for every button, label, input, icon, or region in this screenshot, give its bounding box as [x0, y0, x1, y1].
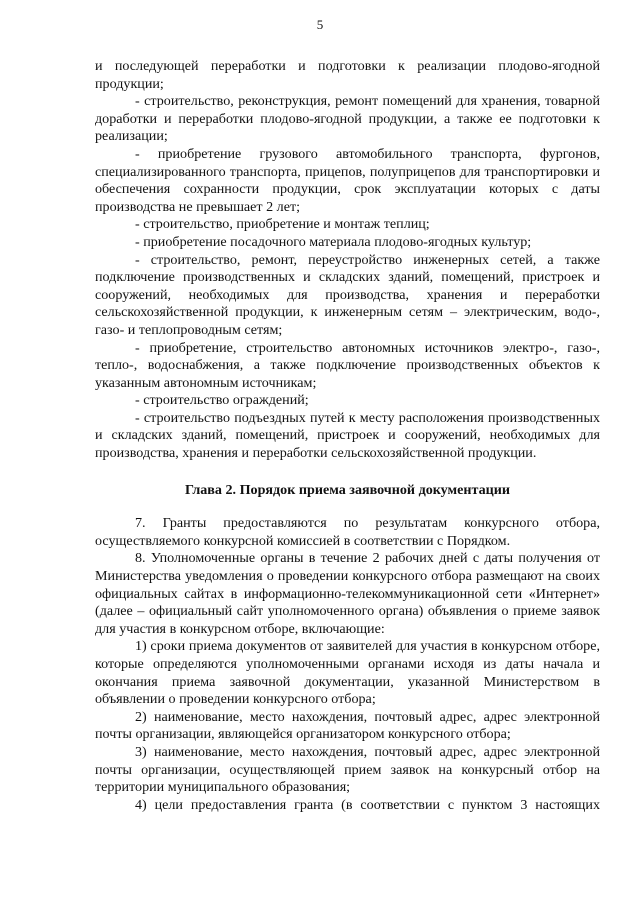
- paragraph: 7. Гранты предоставляются по результатам конкурсного отбора, осуществляемого конкурсной комиссией в соответствии с Порядком.: [95, 515, 600, 549]
- paragraph: - приобретение, строительство автономных источников электро-, газо-, тепло-, водоснабжения, а также подключение производственных объектов к указанным автономным источникам;: [95, 339, 600, 391]
- paragraph: 8. Уполномоченные органы в течение 2 рабочих дней с даты получения от Министерства уведомления о проведении конкурсного отбора размещают на своих официальных сайтах в информационно-телекоммуникационной сети «Интернет» (далее – официальный сайт уполномоченного органа) объявления о приеме заявок для участия в конкурсном отборе, включающие:: [95, 550, 600, 637]
- paragraph: - строительство, приобретение и монтаж теплиц;: [135, 216, 430, 233]
- paragraph: - строительство, реконструкция, ремонт помещений для хранения, товарной доработки и переработки плодово-ягодной продукции, а также ее подготовки к реализации;: [95, 93, 600, 145]
- paragraph: - строительство, ремонт, переустройство инженерных сетей, а также подключение производственных и складских зданий, помещений, пристроек и сооружений, необходимых для производства, хранения и переработки сельскохозяйственной продукции, к инженерным сетям – электрическим, водо-, газо- и теплопроводным сетям;: [95, 251, 600, 338]
- paragraph: - строительство ограждений;: [135, 392, 309, 409]
- paragraph: - приобретение грузового автомобильного транспорта, фургонов, специализированного транспорта, прицепов, полуприцепов для транспортировки и обеспечения сохранности продукции, срок эксплуатации которых с даты производства не превышает 2 лет;: [95, 145, 600, 215]
- paragraph: 2) наименование, место нахождения, почтовый адрес, адрес электронной почты организации, являющейся организатором конкурсного отбора;: [95, 708, 600, 743]
- chapter-heading: Глава 2. Порядок приема заявочной документации: [184, 481, 511, 498]
- document-body: [95, 58, 600, 814]
- paragraph: 4) цели предоставления гранта (в соответствии с пунктом 3 настоящих: [135, 796, 600, 813]
- paragraph: 1) сроки приема документов от заявителей для участия в конкурсном отборе, которые определяются уполномоченными органами исходя из даты начала и окончания приема заявочной документации, указанной Министерством в объявлении о проведении конкурсного отбора;: [95, 638, 600, 708]
- paragraph: - приобретение посадочного материала плодово-ягодных культур;: [135, 233, 532, 250]
- paragraph: и последующей переработки и подготовки к реализации плодово-ягодной продукции;: [95, 58, 600, 92]
- page-number: 5: [316, 17, 324, 32]
- paragraph: 3) наименование, место нахождения, почтовый адрес, адрес электронной почты организации, осуществляющей прием заявок на конкурсный отбор на территории муниципального образования;: [95, 743, 600, 796]
- paragraph: - строительство подъездных путей к месту расположения производственных и складских зданий, помещений, пристроек и сооружений, необходимых для производства, хранения и переработки сельскохозяйственной продукции.: [95, 409, 600, 462]
